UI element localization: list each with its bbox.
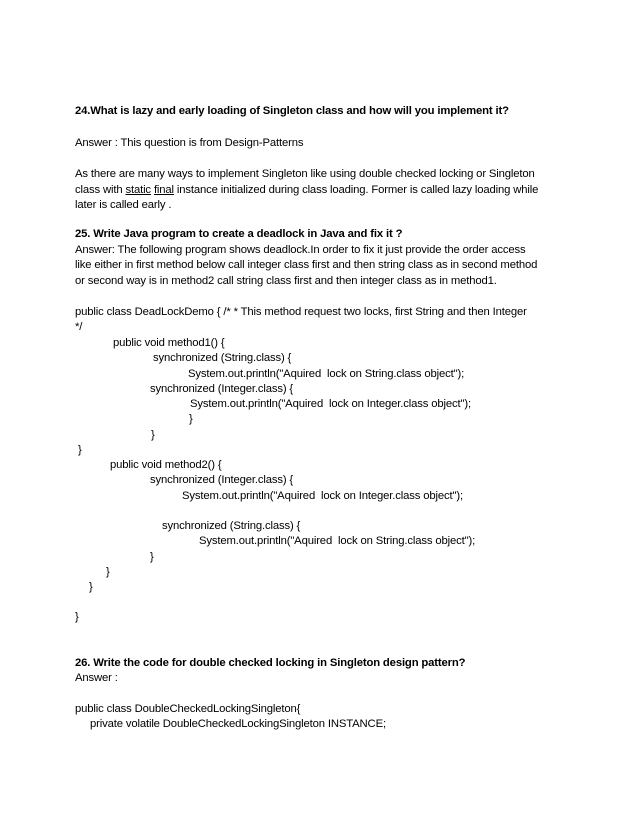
code-line: public class DoubleCheckedLockingSingleton{ xyxy=(75,703,301,715)
code-line: */ xyxy=(75,321,83,333)
q25-answer-line2: like either in first method below call integer class first and then string class as in second method xyxy=(75,259,538,271)
code-line: public void method1() { xyxy=(113,337,225,349)
q24-heading: 24.What is lazy and early loading of Singleton class and how will you implement it? xyxy=(75,105,509,117)
code-line: private volatile DoubleCheckedLockingSingleton INSTANCE; xyxy=(90,718,386,730)
q25-answer-line1: Answer: The following program shows deadlock.In order to fix it just provide the order access xyxy=(75,244,526,256)
code-line: } xyxy=(151,429,155,441)
code-line: synchronized (Integer.class) { xyxy=(150,474,294,486)
q24-paragraph-line1: As there are many ways to implement Singleton like using double checked locking or Singleton xyxy=(75,168,535,180)
q26-answer: Answer : xyxy=(75,672,118,684)
code-line: synchronized (String.class) { xyxy=(153,352,292,364)
final-keyword: final xyxy=(153,184,174,196)
static-keyword: static xyxy=(125,184,151,196)
code-line: } xyxy=(150,551,154,563)
q24-text-rest: instance initialized during class loading. Former is called lazy loading while xyxy=(173,184,539,196)
q24-text: class with xyxy=(75,184,126,196)
q25-heading: 25. Write Java program to create a deadlock in Java and fix it ? xyxy=(75,228,403,240)
q25-answer-line3: or second way is in method2 call string class first and then integer class as in method1. xyxy=(75,275,497,287)
code-line: } xyxy=(78,444,82,456)
code-line: } xyxy=(75,611,79,623)
code-line: synchronized (String.class) { xyxy=(162,520,301,532)
code-line: System.out.println("Aquired lock on String.class object"); xyxy=(188,368,465,380)
q24-answer: Answer : This question is from Design-Patterns xyxy=(75,137,304,149)
code-line: } xyxy=(189,413,193,425)
code-line: public void method2() { xyxy=(110,459,222,471)
code-line: public class DeadLockDemo { /* * This method request two locks, first String and then Integer xyxy=(75,306,527,318)
code-line: } xyxy=(89,581,93,593)
q24-paragraph-line2 xyxy=(75,183,538,198)
code-line: synchronized (Integer.class) { xyxy=(150,383,294,395)
code-line: System.out.println("Aquired lock on Integer.class object"); xyxy=(182,490,463,502)
code-line: System.out.println("Aquired lock on String.class object"); xyxy=(199,535,476,547)
q24-paragraph-line3: later is called early . xyxy=(75,199,172,211)
code-line: } xyxy=(106,566,110,578)
q26-heading: 26. Write the code for double checked locking in Singleton design pattern? xyxy=(75,657,466,669)
code-line: System.out.println("Aquired lock on Integer.class object"); xyxy=(190,398,471,410)
